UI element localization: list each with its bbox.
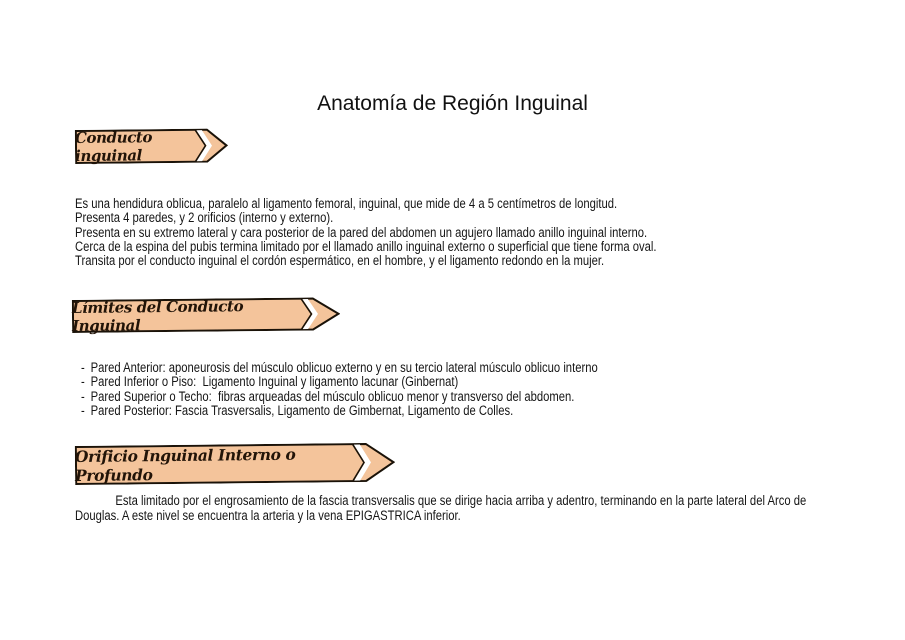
section-banner-limites — [72, 297, 340, 333]
list-item — [81, 390, 854, 404]
paragraph-line: Presenta en su extremo lateral y cara posterior de la pared del abdomen un agujero llamado anillo inguinal interno. — [75, 224, 648, 240]
paragraph-line: Transita por el conducto inguinal el cordón espermático, en el hombre, y el ligamento redondo en la mujer. — [75, 253, 605, 269]
list-item-text: Pared Anterior: aponeurosis del músculo oblicuo externo y en su tercio lateral músculo oblicuo interno — [90, 360, 598, 375]
limites-list — [81, 361, 854, 418]
section-banner-conducto-inguinal — [75, 128, 228, 164]
list-item-text: Pared Inferior o Piso: Ligamento Inguinal y ligamento lacunar (Ginbernat) — [90, 374, 459, 390]
paragraph-line: Es una hendidura oblicua, paralelo al ligamento femoral, inguinal, que mide de 4 a 5 centímetros de longitud. — [75, 196, 618, 211]
list-item-text: Pared Posterior: Fascia Trasversalis, Ligamento de Gimbernat, Ligamento de Colles. — [90, 403, 514, 419]
paragraph-line: Presenta 4 paredes, y 2 orificios (interno y externo). — [75, 210, 334, 226]
paragraph-line: Cerca de la espina del pubis termina limitado por el llamado anillo inguinal externo o superficial que tiene forma oval. — [75, 239, 657, 255]
bullet-dash: - — [81, 388, 85, 404]
list-item — [81, 404, 854, 418]
list-item — [81, 375, 854, 389]
banner-label-orificio: Orificio Inguinal Interno o Profundo — [74, 444, 296, 485]
section-banner-orificio — [75, 443, 395, 485]
bullet-dash: - — [81, 360, 85, 375]
list-item — [81, 361, 854, 375]
bullet-dash: - — [81, 374, 85, 390]
banner-label-limites: Límites del Conducto Inguinal — [71, 296, 244, 335]
page-title: Anatomía de Región Inguinal — [317, 92, 588, 115]
paragraph-text: Esta limitado por el engrosamiento de la fascia transversalis que se dirige hacia arriba y adentro, terminando en la parte lateral del Arco de Douglas. A este nivel se encuentra la arteria y la vena EPIGASTRICA inferior. — [75, 493, 807, 523]
orificio-paragraph — [75, 494, 836, 523]
banner-label-conducto: Conducto inguinal — [74, 128, 153, 165]
bullet-dash: - — [81, 403, 85, 419]
conducto-paragraph — [75, 197, 848, 269]
list-item-text: Pared Superior o Techo: fibras arqueadas del músculo oblicuo menor y transverso del abdomen. — [90, 388, 575, 404]
